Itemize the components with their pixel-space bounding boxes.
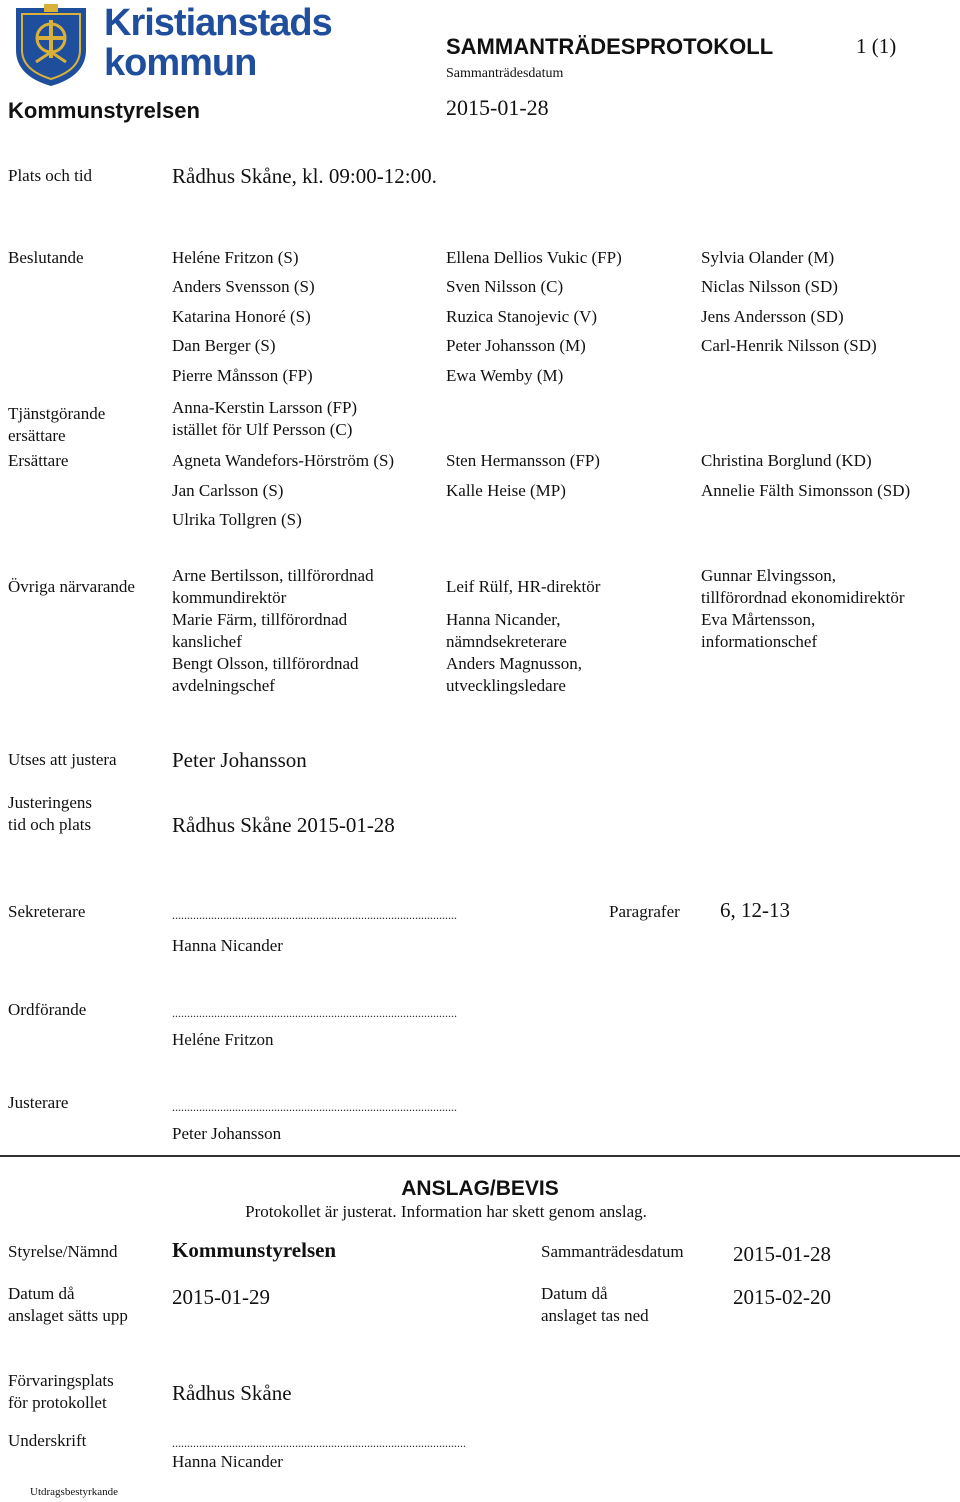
meeting-date: 2015-01-28 xyxy=(446,95,549,120)
styrelse-value: Kommunstyrelsen xyxy=(172,1238,337,1262)
meeting-date-label: Sammanträdesdatum xyxy=(446,66,564,81)
beslutande-label: Beslutande xyxy=(8,248,84,267)
signature-line: ............................................................................................... xyxy=(172,1006,457,1020)
paragrafer-value: 6, 12-13 xyxy=(720,898,790,922)
ovriga-line: Arne Bertilsson, tillförordnad xyxy=(172,566,374,585)
upp-label-line2: anslaget sätts upp xyxy=(8,1306,128,1325)
forvaring-value: Rådhus Skåne xyxy=(172,1381,292,1405)
ovriga-line: utvecklingsledare xyxy=(446,676,566,695)
styrelse-label: Styrelse/Nämnd xyxy=(8,1242,118,1261)
document-title: SAMMANTRÄDESPROTOKOLL xyxy=(446,34,774,59)
upp-value: 2015-01-29 xyxy=(172,1285,270,1309)
signature-line: ............................................................................................... xyxy=(172,1100,457,1114)
paragrafer-label: Paragrafer xyxy=(609,902,680,921)
beslutande-member: Ellena Dellios Vukic (FP) xyxy=(446,248,622,267)
underskrift-name: Hanna Nicander xyxy=(172,1452,283,1471)
beslutande-member: Peter Johansson (M) xyxy=(446,336,586,355)
forvaring-label-line1: Förvaringsplats xyxy=(8,1371,114,1390)
signature-line: .................................................................................................. xyxy=(172,1436,466,1450)
beslutande-member: Dan Berger (S) xyxy=(172,336,276,355)
justeringens-label-line2: tid och plats xyxy=(8,815,92,834)
place-label: Plats och tid xyxy=(8,166,93,185)
ersattare-member: Kalle Heise (MP) xyxy=(446,481,566,500)
ovriga-label: Övriga närvarande xyxy=(8,577,135,596)
ersattare-member: Jan Carlsson (S) xyxy=(172,481,284,500)
sekreterare-name: Hanna Nicander xyxy=(172,936,283,955)
beslutande-member: Pierre Månsson (FP) xyxy=(172,366,313,385)
underskrift-label: Underskrift xyxy=(8,1431,87,1450)
footer-label: Utdragsbestyrkande xyxy=(30,1486,118,1498)
logo-text-line1: Kristianstads xyxy=(104,2,332,44)
anslag-datum-label: Sammanträdesdatum xyxy=(541,1242,684,1261)
anslag-datum-value: 2015-01-28 xyxy=(733,1242,831,1266)
tjanstgorande-member: Anna-Kerstin Larsson (FP) xyxy=(172,398,358,417)
ovriga-line: tillförordnad ekonomidirektör xyxy=(701,588,905,607)
justera-value: Peter Johansson xyxy=(172,748,307,772)
beslutande-member: Carl-Henrik Nilsson (SD) xyxy=(701,336,877,355)
beslutande-member: Anders Svensson (S) xyxy=(172,277,315,296)
beslutande-member: Heléne Fritzon (S) xyxy=(172,248,299,267)
ordforande-name: Heléne Fritzon xyxy=(172,1030,274,1049)
justera-label: Utses att justera xyxy=(8,750,117,769)
ned-label-line1: Datum då xyxy=(541,1284,608,1303)
tjanstgorande-note: istället för Ulf Persson (C) xyxy=(172,420,353,439)
beslutande-member: Ruzica Stanojevic (V) xyxy=(446,307,598,326)
municipality-logo xyxy=(8,2,332,88)
ovriga-line: nämndsekreterare xyxy=(446,632,567,651)
ned-value: 2015-02-20 xyxy=(733,1285,831,1309)
page-number: 1 (1) xyxy=(856,34,897,58)
ersattare-member: Annelie Fälth Simonsson (SD) xyxy=(701,481,911,500)
ovriga-line: avdelningschef xyxy=(172,676,275,695)
ersattare-member: Agneta Wandefors-Hörström (S) xyxy=(172,451,395,470)
justeringens-value: Rådhus Skåne 2015-01-28 xyxy=(172,813,395,837)
section-divider xyxy=(0,1155,960,1157)
ersattare-member: Christina Borglund (KD) xyxy=(701,451,872,470)
beslutande-member: Katarina Honoré (S) xyxy=(172,307,311,326)
anslag-subtitle: Protokollet är justerat. Information har skett genom anslag. xyxy=(245,1202,647,1221)
beslutande-member: Jens Andersson (SD) xyxy=(701,307,844,326)
ovriga-line: Anders Magnusson, xyxy=(446,654,582,673)
ovriga-line: Marie Färm, tillförordnad xyxy=(172,610,348,629)
justeringens-label-line1: Justeringens xyxy=(8,793,93,812)
signature-line: ............................................................................................... xyxy=(172,908,457,922)
ovriga-line: kanslichef xyxy=(172,632,242,651)
ned-label-line2: anslaget tas ned xyxy=(541,1306,649,1325)
ovriga-line: Hanna Nicander, xyxy=(446,610,561,629)
upp-label-line1: Datum då xyxy=(8,1284,75,1303)
ersattare-member: Ulrika Tollgren (S) xyxy=(172,510,302,529)
organization-name: Kommunstyrelsen xyxy=(8,98,200,123)
ovriga-line: Gunnar Elvingsson, xyxy=(701,566,837,585)
justerare-name: Peter Johansson xyxy=(172,1124,282,1143)
beslutande-member: Sven Nilsson (C) xyxy=(446,277,564,296)
anslag-title: ANSLAG/BEVIS xyxy=(401,1177,559,1200)
place-value: Rådhus Skåne, kl. 09:00-12:00. xyxy=(172,164,437,188)
beslutande-member: Ewa Wemby (M) xyxy=(446,366,564,385)
justerare-label: Justerare xyxy=(8,1093,69,1112)
ordforande-label: Ordförande xyxy=(8,1000,87,1019)
beslutande-member: Sylvia Olander (M) xyxy=(701,248,835,267)
ovriga-line: Eva Mårtensson, xyxy=(701,610,816,629)
ovriga-line: Leif Rülf, HR-direktör xyxy=(446,577,601,596)
tjanstgorande-label-line1: Tjänstgörande xyxy=(8,404,106,423)
coat-of-arms-icon xyxy=(8,2,94,88)
beslutande-member: Niclas Nilsson (SD) xyxy=(701,277,838,296)
ovriga-line: informationschef xyxy=(701,632,818,651)
forvaring-label-line2: för protokollet xyxy=(8,1393,107,1412)
ovriga-line: kommundirektör xyxy=(172,588,287,607)
tjanstgorande-label-line2: ersättare xyxy=(8,426,66,445)
logo-text-line2: kommun xyxy=(104,42,257,84)
sekreterare-label: Sekreterare xyxy=(8,902,86,921)
ersattare-label: Ersättare xyxy=(8,451,69,470)
ovriga-line: Bengt Olsson, tillförordnad xyxy=(172,654,359,673)
ersattare-member: Sten Hermansson (FP) xyxy=(446,451,600,470)
